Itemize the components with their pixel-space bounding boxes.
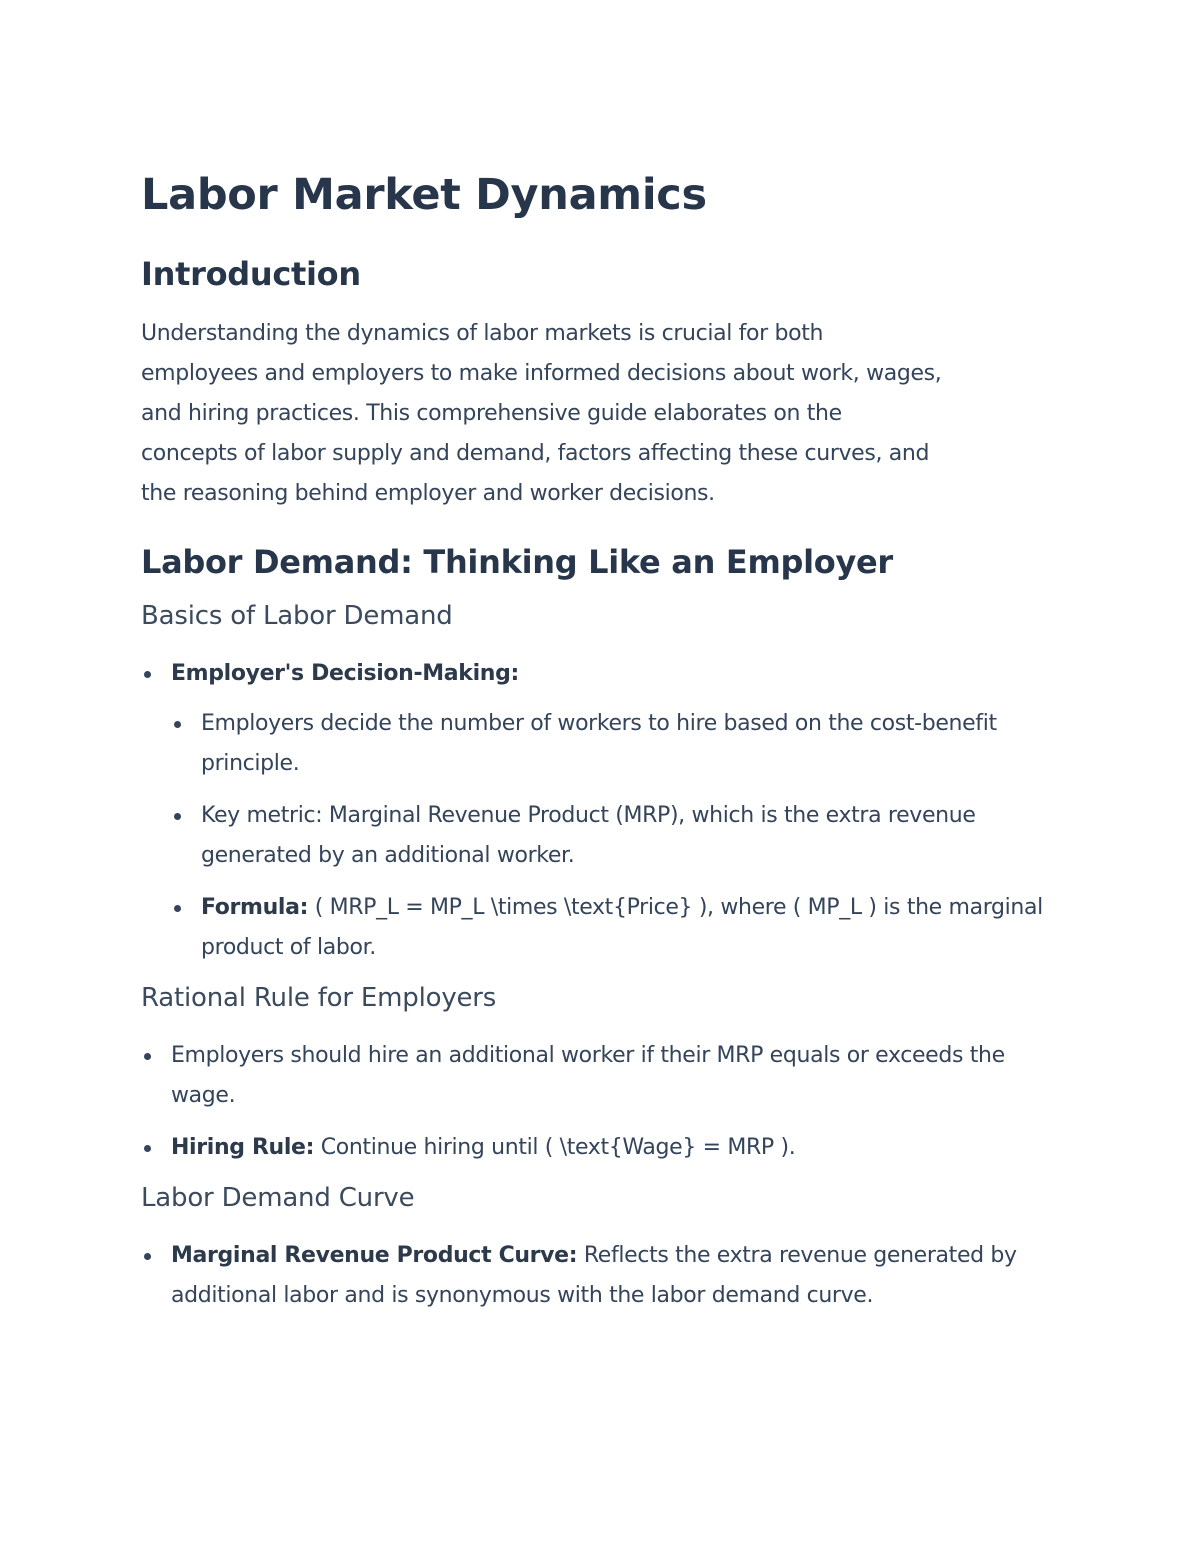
- item-label: Formula:: [201, 895, 309, 920]
- intro-line: employees and employers to make informed decisions about work, wages,: [141, 361, 942, 386]
- list-item: [171, 654, 1070, 968]
- bullet-icon: [144, 1145, 151, 1152]
- item-label: Hiring Rule:: [171, 1135, 315, 1160]
- labor-demand-heading: Labor Demand: Thinking Like an Employer: [141, 543, 893, 581]
- list-item: [171, 1236, 1070, 1316]
- item-text: Employers decide the number of workers to hire based on the cost-benefit principle.: [201, 711, 997, 776]
- intro-line: Understanding the dynamics of labor markets is crucial for both: [141, 321, 824, 346]
- list-item: [171, 1036, 1070, 1116]
- basics-heading: Basics of Labor Demand: [141, 601, 453, 631]
- item-label: Employer's Decision-Making:: [171, 661, 519, 686]
- bullet-icon: [144, 1053, 151, 1060]
- item-text: Continue hiring until ( \text{Wage} = MRP ).: [314, 1135, 796, 1160]
- list-item: [201, 704, 1070, 784]
- bullet-icon: [144, 1253, 151, 1260]
- list-item: [171, 1128, 1070, 1168]
- demand-curve-heading: Labor Demand Curve: [141, 1183, 415, 1213]
- intro-line: the reasoning behind employer and worker decisions.: [141, 481, 715, 506]
- rational-rule-heading: Rational Rule for Employers: [141, 983, 497, 1013]
- item-text: Employers should hire an additional worker if their MRP equals or exceeds the wage.: [171, 1043, 1005, 1108]
- bullet-icon: [174, 813, 181, 820]
- rational-rule-list: [141, 1036, 1070, 1168]
- item-text: Key metric: Marginal Revenue Product (MRP), which is the extra revenue generated by an additional worker.: [201, 803, 976, 868]
- document-title: Labor Market Dynamics: [141, 170, 707, 220]
- demand-curve-list: [141, 1236, 1070, 1316]
- item-label: Marginal Revenue Product Curve:: [171, 1243, 578, 1268]
- bullet-icon: [144, 671, 151, 678]
- intro-heading: Introduction: [141, 255, 361, 293]
- basics-list: [141, 654, 1070, 968]
- list-item: [201, 888, 1070, 968]
- list-item: [201, 796, 1070, 876]
- intro-line: and hiring practices. This comprehensive guide elaborates on the: [141, 401, 842, 426]
- item-text: ( MRP_L = MP_L \times \text{Price} ), where ( MP_L ) is the marginal product of labor.: [201, 895, 1043, 960]
- basics-sublist: [171, 704, 1070, 968]
- item-text: Reflects the extra revenue generated by additional labor and is synonymous with the labor demand curve.: [171, 1243, 1017, 1308]
- intro-paragraph: [141, 314, 1070, 514]
- intro-line: concepts of labor supply and demand, factors affecting these curves, and: [141, 441, 930, 466]
- bullet-icon: [174, 721, 181, 728]
- bullet-icon: [174, 905, 181, 912]
